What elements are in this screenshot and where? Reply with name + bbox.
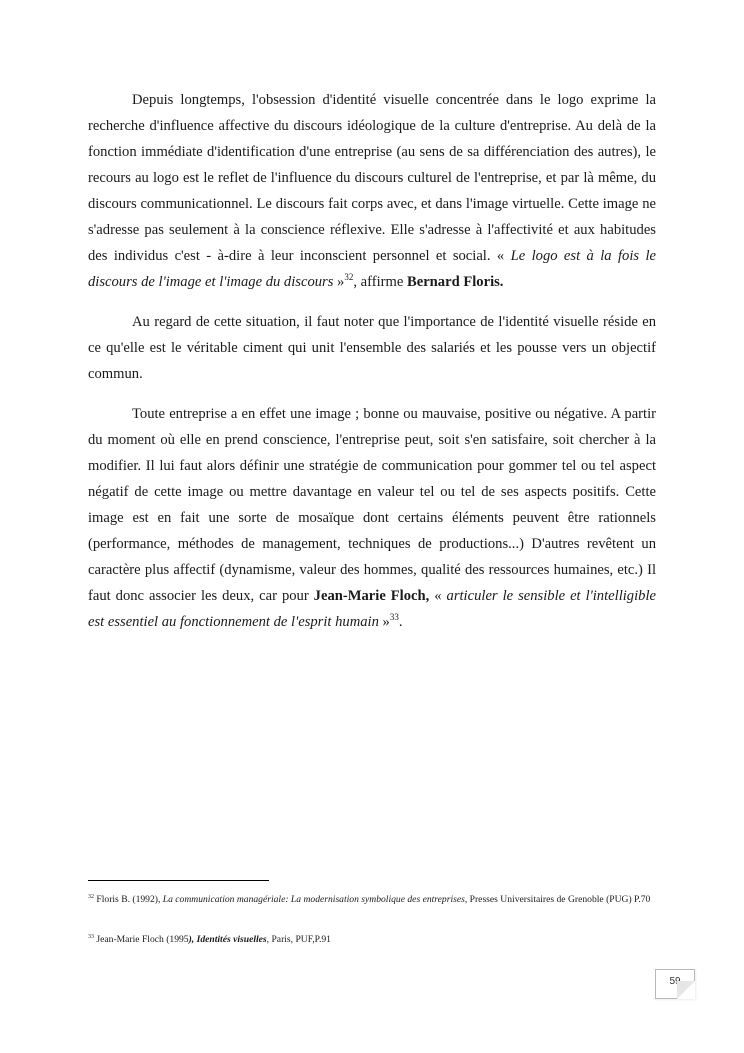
footnote-33 [88, 933, 656, 947]
text-run: . [398, 614, 403, 630]
page-fold-icon [677, 981, 695, 999]
text-run: articuler le sensible et l'intelligible est essentiel au fonctionnement de l'esprit humain [88, 588, 656, 630]
text-run: 33 [389, 612, 399, 623]
text-run: » [333, 274, 345, 290]
text-run: La communication managériale: La modernisation symbolique des entreprises [162, 894, 465, 905]
text-run: « [429, 588, 447, 604]
paragraph-visual-identity-importance [88, 309, 656, 387]
paragraph-company-image [88, 401, 656, 635]
text-run: Jean-Marie Floch, [313, 588, 430, 604]
page-number: 59 [669, 976, 681, 987]
text-run: ), Identités visuelles [188, 934, 267, 945]
text-run: 33 [88, 933, 94, 940]
text-run: , Presses Universitaires de Grenoble (PUG) P.70 [464, 894, 651, 905]
text-run: Jean-Marie Floch (1995 [94, 934, 189, 945]
text-run: 32 [88, 893, 94, 900]
text-run: Depuis longtemps, l'obsession d'identité visuelle concentrée dans le logo exprime la recherche d'influence affective du discours idéologique de la culture d'entreprise. Au delà de la fonction immédiate d'identification d'une entreprise (au sens de sa différenciation des autres), le recours au logo est le reflet de l'influence du discours culturel de l'entreprise, et par là même, du discours communicationnel. Le discours fait corps avec, et dans l'image virtuelle. Cette image ne s'adresse pas seulement à la conscience réflexive. Elle s'adresse à l'affectivité et aux habitudes des individus c'est - à-dire à leur inconscient personnel et social. « [88, 92, 656, 264]
body-text [88, 87, 656, 649]
text-run: Bernard Floris. [406, 274, 504, 290]
text-run: , affirme [353, 274, 407, 290]
text-run: , Paris, PUF,P.91 [266, 934, 331, 945]
paragraph-logo-identity [88, 87, 656, 295]
page-number-badge [655, 969, 695, 999]
footnote-32 [88, 893, 656, 907]
footnote-separator [88, 880, 269, 881]
text-run: » [378, 614, 390, 630]
text-run: 32 [344, 272, 354, 283]
text-run: Toute entreprise a en effet une image ; bonne ou mauvaise, positive ou négative. A partir du moment où elle en prend conscience, l'entreprise peut, soit s'en satisfaire, soit chercher à la modifier. Il lui faut alors définir une stratégie de communication pour gommer tel ou tel aspect négatif de cette image ou mettre davantage en valeur tel ou tel de ses aspects positifs. Cette image est en fait une sorte de mosaïque dont certains éléments peuvent être rationnels (performance, méthodes de management, techniques de productions...) D'autres revêtent un caractère plus affectif (dynamisme, valeur des hommes, qualité des ressources humaines, etc.) Il faut donc associer les deux, car pour [88, 406, 656, 604]
text-run: Floris B. (1992), [94, 894, 163, 905]
text-run: Au regard de cette situation, il faut noter que l'importance de l'identité visuelle réside en ce qu'elle est le véritable ciment qui unit l'ensemble des salariés et les pousse vers un objectif commun. [88, 314, 656, 382]
text-run: Le logo est à la fois le discours de l'image et l'image du discours [88, 248, 656, 290]
